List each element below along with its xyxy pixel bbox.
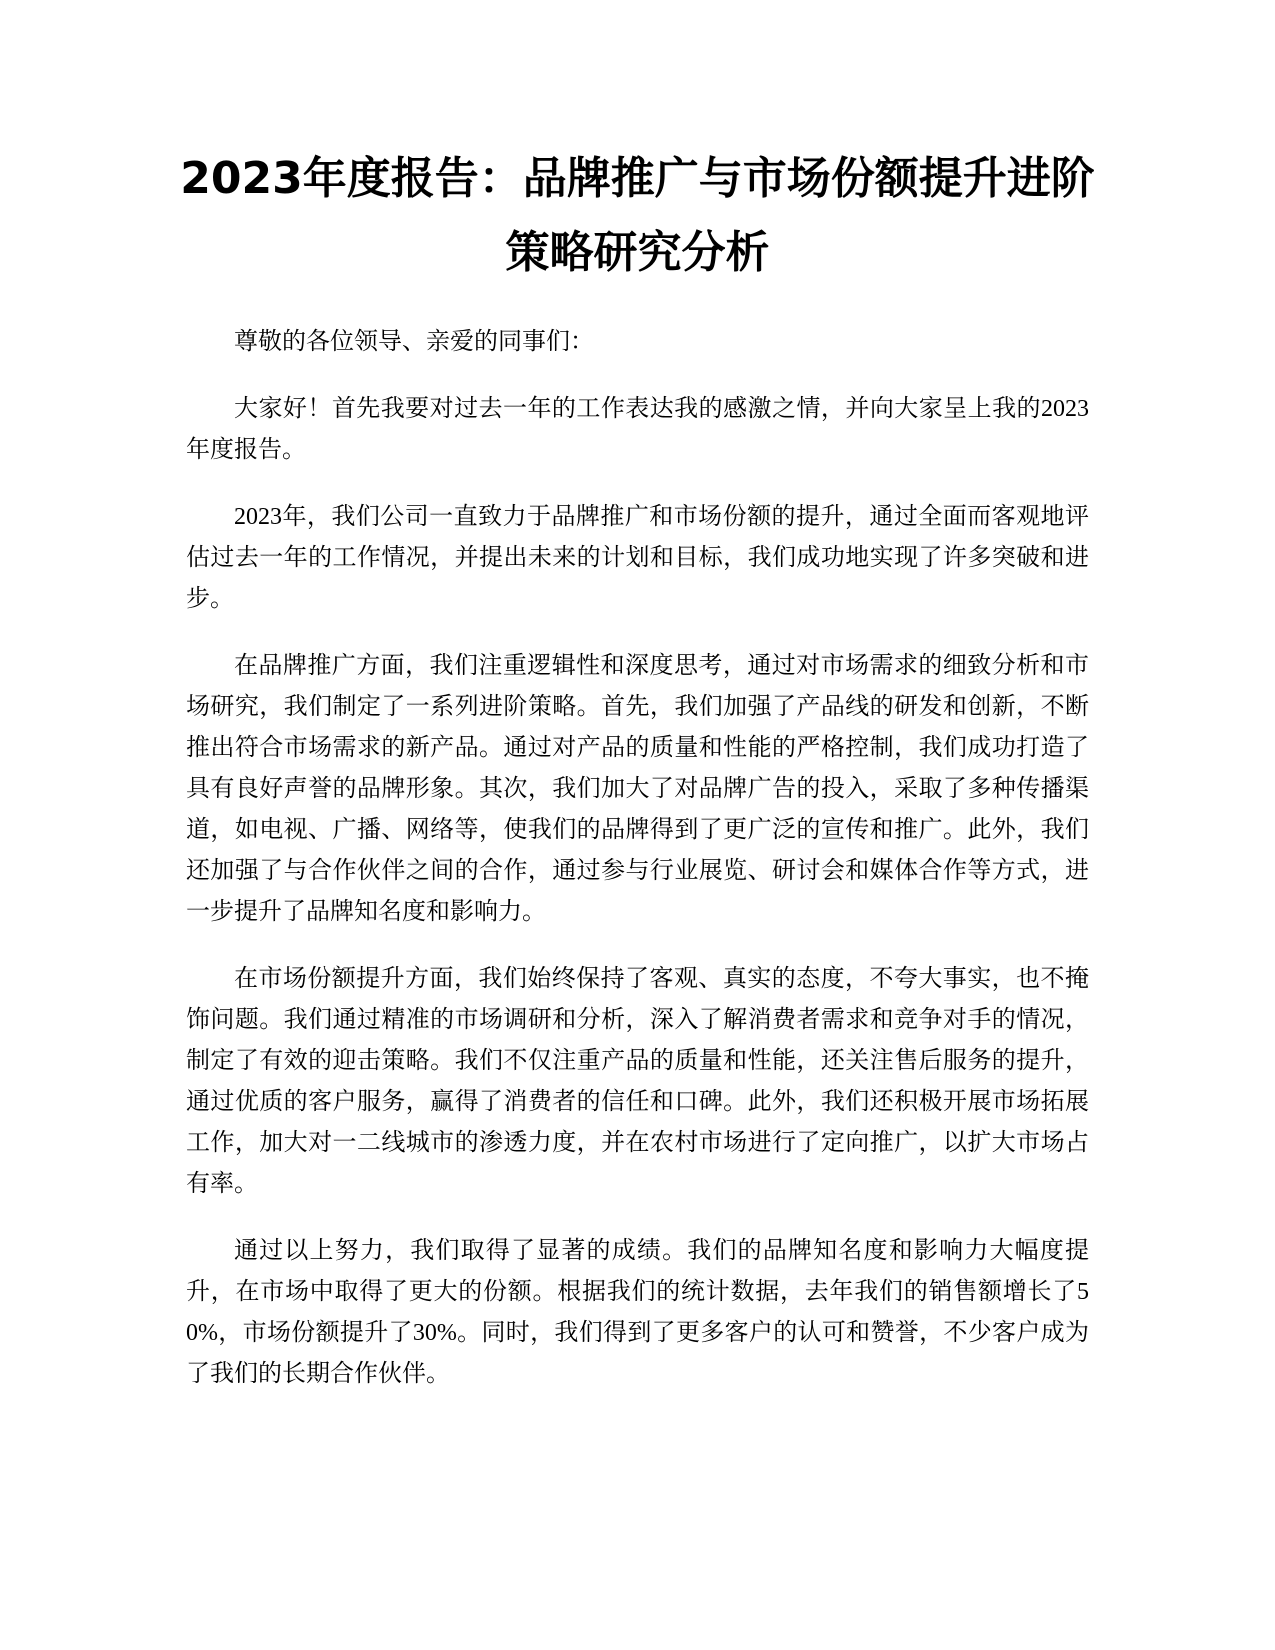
paragraph-results: 通过以上努力，我们取得了显著的成绩。我们的品牌知名度和影响力大幅度提升，在市场中取得了更大的份额。根据我们的统计数据，去年我们的销售额增长了50%，市场份额提升了30%。同时，我们得到了更多客户的认可和赞誉，不少客户成为了我们的长期合作伙伴。 (186, 1238, 1089, 1387)
paragraph-brand-promotion: 在品牌推广方面，我们注重逻辑性和深度思考，通过对市场需求的细致分析和市场研究，我们制定了一系列进阶策略。首先，我们加强了产品线的研发和创新，不断推出符合市场需求的新产品。通过对产品的质量和性能的严格控制，我们成功打造了具有良好声誉的品牌形象。其次，我们加大了对品牌广告的投入，采取了多种传播渠道，如电视、广播、网络等，使我们的品牌得到了更广泛的宣传和推广。此外，我们还加强了与合作伙伴之间的合作，通过参与行业展览、研讨会和媒体合作等方式，进一步提升了品牌知名度和影响力。 (186, 653, 1089, 925)
paragraph-overview: 2023年，我们公司一直致力于品牌推广和市场份额的提升，通过全面而客观地评估过去一年的工作情况，并提出未来的计划和目标，我们成功地实现了许多突破和进步。 (186, 504, 1089, 612)
document-body (186, 322, 1089, 1421)
paragraph-salutation: 尊敬的各位领导、亲爱的同事们： (234, 329, 594, 355)
page-title: 2023年度报告：品牌推广与市场份额提升进阶策略研究分析 (180, 153, 1095, 278)
paragraph-market-share: 在市场份额提升方面，我们始终保持了客观、真实的态度，不夸大事实，也不掩饰问题。我们通过精准的市场调研和分析，深入了解消费者需求和竞争对手的情况，制定了有效的迎击策略。我们不仅注重产品的质量和性能，还关注售后服务的提升，通过优质的客户服务，赢得了消费者的信任和口碑。此外，我们还积极开展市场拓展工作，加大对一二线城市的渗透力度，并在农村市场进行了定向推广，以扩大市场占有率。 (186, 966, 1089, 1197)
paragraph-greeting: 大家好！首先我要对过去一年的工作表达我的感激之情，并向大家呈上我的2023年度报告。 (186, 396, 1089, 463)
